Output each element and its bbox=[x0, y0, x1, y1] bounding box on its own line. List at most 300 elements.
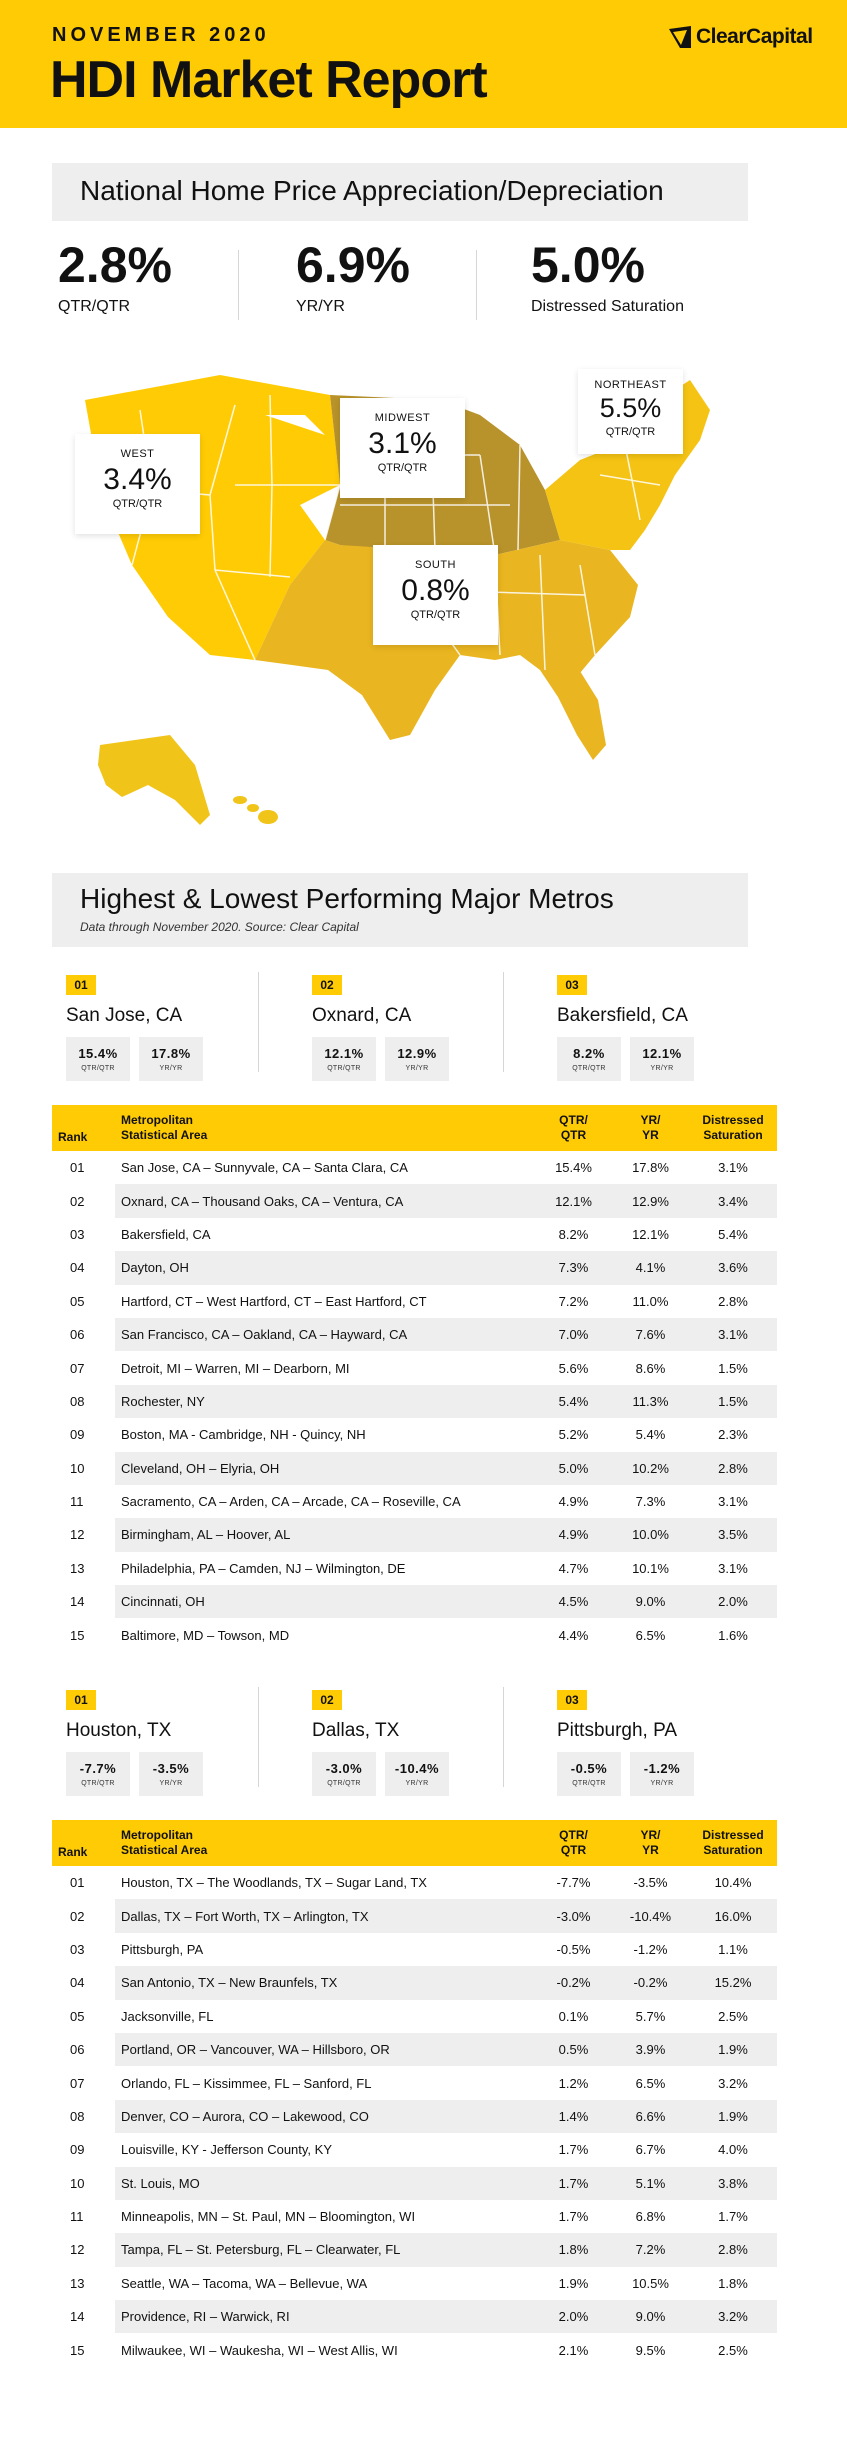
distressed-cell: 3.6% bbox=[689, 1251, 777, 1284]
card-city: Houston, TX bbox=[66, 1720, 172, 1741]
table-row bbox=[52, 2133, 777, 2166]
card-divider bbox=[258, 1687, 259, 1787]
metros-section-subtitle: Data through November 2020. Source: Clear Capital bbox=[80, 920, 359, 934]
msa-cell: Dallas, TX – Fort Worth, TX – Arlington, TX bbox=[115, 1899, 535, 1932]
stat-distressed-label: Distressed Saturation bbox=[531, 298, 684, 315]
table-header-row bbox=[52, 1105, 777, 1151]
msa-header-line: Statistical Area bbox=[121, 1843, 208, 1857]
distressed-header-line: Saturation bbox=[703, 1843, 763, 1857]
card-qtr-box bbox=[66, 1037, 130, 1081]
qtr-cell: 4.9% bbox=[558, 1494, 589, 1510]
rank-badge: 01 bbox=[66, 1690, 96, 1710]
rank-cell: 04 bbox=[70, 1260, 85, 1276]
rank-cell: 07 bbox=[70, 2075, 85, 2091]
msa-cell: Detroit, MI – Warren, MI – Dearborn, MI bbox=[121, 1360, 350, 1376]
yr-cell: 6.6% bbox=[612, 2100, 689, 2133]
stat-distressed-value: 5.0% bbox=[531, 237, 645, 293]
card-yr-label: YR/YR bbox=[650, 1780, 674, 1787]
card-qtr-box bbox=[557, 1752, 621, 1796]
yr-cell: 17.8% bbox=[632, 1160, 669, 1176]
yr-cell: 3.9% bbox=[612, 2033, 689, 2066]
rank-cell: 08 bbox=[70, 1393, 85, 1409]
yr-cell: 12.1% bbox=[632, 1226, 669, 1242]
card-qtr-value: -3.0% bbox=[325, 1761, 363, 1776]
distressed-cell: 1.5% bbox=[718, 1360, 748, 1376]
qtr-header bbox=[535, 1105, 612, 1151]
yr-cell: 11.0% bbox=[632, 1293, 669, 1309]
msa-cell: Hartford, CT – West Hartford, CT – East Hartford, CT bbox=[121, 1293, 427, 1309]
yr-cell: 7.2% bbox=[612, 2233, 689, 2266]
rank-badge: 01 bbox=[66, 975, 96, 995]
rank-cell: 08 bbox=[70, 2108, 85, 2124]
qtr-cell: 5.0% bbox=[535, 1452, 612, 1485]
qtr-cell: 4.4% bbox=[558, 1627, 589, 1643]
msa-cell: Houston, TX – The Woodlands, TX – Sugar Land, TX bbox=[121, 1875, 427, 1891]
top-metro-card bbox=[312, 975, 542, 1081]
card-yr-value: 12.9% bbox=[397, 1046, 437, 1061]
stat-divider bbox=[476, 250, 477, 320]
rank-cell: 12 bbox=[70, 1527, 85, 1543]
brand-mark-icon bbox=[668, 25, 692, 49]
rank-badge: 03 bbox=[557, 975, 587, 995]
table-row bbox=[52, 1899, 777, 1932]
region-value: 0.8% bbox=[401, 574, 470, 607]
rank-cell: 10 bbox=[70, 1460, 85, 1476]
report-header bbox=[0, 0, 847, 128]
distressed-cell: 2.0% bbox=[689, 1585, 777, 1618]
table-row bbox=[52, 1218, 777, 1251]
msa-cell: Philadelphia, PA – Camden, NJ – Wilmington, DE bbox=[121, 1560, 406, 1576]
rank-cell: 01 bbox=[70, 1160, 85, 1176]
yr-header-line: YR bbox=[642, 1843, 659, 1857]
msa-cell: Orlando, FL – Kissimmee, FL – Sanford, FL bbox=[121, 2075, 372, 2091]
yr-cell: 9.5% bbox=[635, 2342, 666, 2358]
card-qtr-box bbox=[557, 1037, 621, 1081]
region-value: 3.4% bbox=[103, 463, 172, 496]
rank-header: Rank bbox=[52, 1820, 115, 1866]
metros-section-title: Highest & Lowest Performing Major Metros bbox=[80, 883, 614, 914]
report-date: NOVEMBER 2020 bbox=[52, 24, 270, 46]
qtr-cell: 5.6% bbox=[558, 1360, 589, 1376]
table-row bbox=[52, 2000, 777, 2033]
qtr-cell: 7.0% bbox=[535, 1318, 612, 1351]
table-row bbox=[52, 1351, 777, 1384]
stat-qtr bbox=[58, 237, 172, 316]
msa-cell: Cleveland, OH – Elyria, OH bbox=[115, 1452, 535, 1485]
card-qtr-value: 15.4% bbox=[78, 1046, 118, 1061]
rank-cell: 09 bbox=[70, 1427, 85, 1443]
distressed-cell: 10.4% bbox=[714, 1875, 752, 1891]
rank-cell: 06 bbox=[70, 1327, 85, 1343]
table-row bbox=[52, 1318, 777, 1351]
distressed-cell: 2.8% bbox=[689, 2233, 777, 2266]
table-row bbox=[52, 1452, 777, 1485]
callout-midwest bbox=[340, 398, 465, 498]
msa-cell: Portland, OR – Vancouver, WA – Hillsboro, OR bbox=[115, 2033, 535, 2066]
qtr-cell: 7.2% bbox=[558, 1293, 589, 1309]
stat-divider bbox=[238, 250, 239, 320]
msa-header-line: Statistical Area bbox=[121, 1128, 208, 1142]
card-yr-box bbox=[385, 1752, 449, 1796]
msa-cell: San Jose, CA – Sunnyvale, CA – Santa Clara, CA bbox=[121, 1160, 408, 1176]
msa-cell: Boston, MA - Cambridge, NH - Quincy, NH bbox=[121, 1427, 366, 1443]
region-name: WEST bbox=[120, 448, 155, 460]
card-yr-label: YR/YR bbox=[405, 1065, 429, 1072]
yr-cell: 10.2% bbox=[612, 1452, 689, 1485]
table-row bbox=[52, 1933, 777, 1966]
table-row bbox=[52, 1485, 777, 1518]
qtr-cell: 0.5% bbox=[535, 2033, 612, 2066]
bottom-metro-card bbox=[312, 1690, 542, 1796]
msa-cell: Bakersfield, CA bbox=[121, 1226, 211, 1242]
yr-cell: 10.1% bbox=[632, 1560, 669, 1576]
brand-name: ClearCapital bbox=[696, 25, 813, 48]
table-row bbox=[52, 1585, 777, 1618]
msa-cell: Baltimore, MD – Towson, MD bbox=[121, 1627, 290, 1643]
rank-cell: 12 bbox=[70, 2242, 85, 2258]
florida-shape bbox=[520, 655, 606, 760]
qtr-cell: 1.4% bbox=[535, 2100, 612, 2133]
distressed-cell: 2.8% bbox=[689, 1452, 777, 1485]
distressed-cell: 3.2% bbox=[689, 2300, 777, 2333]
msa-cell: Rochester, NY bbox=[115, 1385, 535, 1418]
rank-cell: 05 bbox=[70, 2008, 85, 2024]
yr-cell: 9.0% bbox=[612, 2300, 689, 2333]
table-row bbox=[52, 2100, 777, 2133]
msa-cell: Birmingham, AL – Hoover, AL bbox=[115, 1518, 535, 1551]
rank-cell: 13 bbox=[70, 2275, 85, 2291]
distressed-cell: 2.5% bbox=[718, 2008, 748, 2024]
distressed-cell: 3.1% bbox=[689, 1318, 777, 1351]
highest-metros-table bbox=[52, 1105, 777, 1652]
table-row bbox=[52, 1866, 777, 1899]
distressed-cell: 16.0% bbox=[689, 1899, 777, 1932]
yr-cell: 4.1% bbox=[612, 1251, 689, 1284]
rank-cell: 03 bbox=[70, 1226, 85, 1242]
yr-header bbox=[612, 1820, 689, 1866]
top-metro-card bbox=[557, 975, 787, 1081]
table-header-row bbox=[52, 1820, 777, 1866]
qtr-cell: -7.7% bbox=[556, 1875, 591, 1891]
card-qtr-label: QTR/QTR bbox=[572, 1065, 606, 1072]
table-row bbox=[52, 1151, 777, 1184]
national-section-title: National Home Price Appreciation/Depreciation bbox=[80, 175, 664, 206]
card-divider bbox=[503, 972, 504, 1072]
rank-cell: 10 bbox=[70, 2175, 85, 2191]
stat-yr-value: 6.9% bbox=[296, 237, 410, 293]
table-row bbox=[52, 1552, 777, 1585]
card-city: Dallas, TX bbox=[312, 1720, 400, 1741]
yr-cell: 12.9% bbox=[612, 1184, 689, 1217]
rank-cell: 11 bbox=[70, 1494, 84, 1510]
stat-distressed bbox=[531, 237, 684, 316]
distressed-cell: 3.2% bbox=[718, 2075, 748, 2091]
region-unit: QTR/QTR bbox=[605, 425, 656, 438]
yr-cell: 6.7% bbox=[635, 2142, 666, 2158]
card-yr-label: YR/YR bbox=[405, 1780, 429, 1787]
hawaii-shape bbox=[258, 810, 278, 824]
qtr-cell: 1.9% bbox=[558, 2275, 589, 2291]
table-row bbox=[52, 2333, 777, 2366]
distressed-cell: 3.1% bbox=[718, 1494, 748, 1510]
rank-cell: 13 bbox=[70, 1560, 85, 1576]
yr-cell: 8.6% bbox=[635, 1360, 666, 1376]
card-qtr-value: 12.1% bbox=[324, 1046, 364, 1061]
msa-cell: Cincinnati, OH bbox=[115, 1585, 535, 1618]
region-unit: QTR/QTR bbox=[410, 609, 461, 621]
card-yr-label: YR/YR bbox=[159, 1780, 183, 1787]
rank-cell: 01 bbox=[70, 1875, 85, 1891]
yr-cell: 6.8% bbox=[635, 2209, 666, 2225]
distressed-header-line: Saturation bbox=[703, 1128, 763, 1142]
stat-qtr-label: QTR/QTR bbox=[58, 298, 130, 315]
distressed-cell: 2.3% bbox=[718, 1427, 748, 1443]
rank-cell: 11 bbox=[70, 2209, 84, 2225]
card-yr-label: YR/YR bbox=[159, 1065, 183, 1072]
table-row bbox=[52, 1518, 777, 1551]
qtr-header-line: QTR bbox=[560, 1128, 587, 1142]
card-qtr-box bbox=[312, 1037, 376, 1081]
top-metro-card bbox=[66, 975, 296, 1081]
card-qtr-value: 8.2% bbox=[573, 1046, 605, 1061]
msa-header-line: Metropolitan bbox=[121, 1828, 193, 1842]
yr-header-line: YR bbox=[642, 1128, 659, 1142]
qtr-cell: 1.7% bbox=[558, 2142, 589, 2158]
stat-yr-label: YR/YR bbox=[296, 298, 345, 315]
card-yr-box bbox=[630, 1037, 694, 1081]
rank-cell: 15 bbox=[70, 2342, 85, 2358]
table-row bbox=[52, 2300, 777, 2333]
yr-cell: -0.2% bbox=[612, 1966, 689, 1999]
msa-cell: St. Louis, MO bbox=[115, 2167, 535, 2200]
msa-cell: Seattle, WA – Tacoma, WA – Bellevue, WA bbox=[121, 2275, 368, 2291]
msa-cell: Tampa, FL – St. Petersburg, FL – Clearwater, FL bbox=[115, 2233, 535, 2266]
rank-cell: 07 bbox=[70, 1360, 85, 1376]
card-yr-value: 17.8% bbox=[151, 1046, 191, 1061]
rank-cell: 14 bbox=[70, 1594, 85, 1610]
rank-cell: 15 bbox=[70, 1627, 85, 1643]
card-divider bbox=[258, 972, 259, 1072]
distressed-cell: 5.4% bbox=[718, 1226, 748, 1242]
yr-cell: 10.5% bbox=[632, 2275, 669, 2291]
distressed-cell: 3.1% bbox=[718, 1160, 748, 1176]
table-row bbox=[52, 1418, 777, 1451]
metros-section-banner bbox=[52, 873, 748, 947]
distressed-cell: 1.9% bbox=[689, 2033, 777, 2066]
msa-cell: Denver, CO – Aurora, CO – Lakewood, CO bbox=[115, 2100, 535, 2133]
card-yr-box bbox=[385, 1037, 449, 1081]
yr-header-line: YR/ bbox=[640, 1113, 661, 1127]
hawaii-shape bbox=[233, 796, 247, 804]
qtr-cell: 4.5% bbox=[535, 1585, 612, 1618]
qtr-cell: 4.9% bbox=[535, 1518, 612, 1551]
card-yr-box bbox=[139, 1037, 203, 1081]
distressed-header-line: Distressed bbox=[702, 1113, 764, 1127]
qtr-cell: -0.2% bbox=[535, 1966, 612, 1999]
card-qtr-label: QTR/QTR bbox=[327, 1065, 361, 1072]
distressed-cell: 1.7% bbox=[718, 2209, 748, 2225]
card-qtr-box bbox=[66, 1752, 130, 1796]
region-name: NORTHEAST bbox=[594, 379, 667, 391]
distressed-cell: 1.1% bbox=[718, 1941, 748, 1957]
rank-badge: 02 bbox=[312, 1690, 342, 1710]
msa-cell: Pittsburgh, PA bbox=[121, 1941, 204, 1957]
distressed-header bbox=[689, 1105, 777, 1151]
rank-badge: 03 bbox=[557, 1690, 587, 1710]
lowest-metros-table bbox=[52, 1820, 777, 2367]
card-yr-box bbox=[139, 1752, 203, 1796]
card-city: San Jose, CA bbox=[66, 1005, 183, 1026]
yr-cell: 5.1% bbox=[612, 2167, 689, 2200]
qtr-header-line: QTR/ bbox=[559, 1113, 588, 1127]
region-unit: QTR/QTR bbox=[377, 462, 428, 474]
qtr-header-line: QTR/ bbox=[559, 1828, 588, 1842]
qtr-cell: 15.4% bbox=[555, 1160, 592, 1176]
table-row bbox=[52, 1285, 777, 1318]
yr-cell: 10.0% bbox=[612, 1518, 689, 1551]
yr-cell: 5.7% bbox=[635, 2008, 666, 2024]
yr-header-line: YR/ bbox=[640, 1828, 661, 1842]
qtr-cell: -3.0% bbox=[535, 1899, 612, 1932]
msa-cell: Milwaukee, WI – Waukesha, WI – West Allis, WI bbox=[121, 2342, 398, 2358]
qtr-cell: 4.7% bbox=[558, 1560, 589, 1576]
yr-cell: 6.5% bbox=[635, 1627, 666, 1643]
msa-cell: Minneapolis, MN – St. Paul, MN – Bloomington, WI bbox=[121, 2209, 416, 2225]
region-name: SOUTH bbox=[415, 559, 456, 571]
distressed-cell: 4.0% bbox=[718, 2142, 748, 2158]
card-yr-value: -10.4% bbox=[394, 1761, 440, 1776]
rank-cell: 09 bbox=[70, 2142, 85, 2158]
yr-cell: -10.4% bbox=[612, 1899, 689, 1932]
distressed-cell: 3.4% bbox=[689, 1184, 777, 1217]
rank-cell: 03 bbox=[70, 1941, 85, 1957]
msa-cell: Sacramento, CA – Arden, CA – Arcade, CA – Roseville, CA bbox=[121, 1494, 461, 1510]
distressed-cell: 1.6% bbox=[718, 1627, 748, 1643]
card-yr-value: -3.5% bbox=[152, 1761, 190, 1776]
qtr-cell: 2.0% bbox=[535, 2300, 612, 2333]
card-city: Bakersfield, CA bbox=[557, 1005, 688, 1026]
msa-header-line: Metropolitan bbox=[121, 1113, 193, 1127]
msa-cell: Jacksonville, FL bbox=[121, 2008, 214, 2024]
table-row bbox=[52, 1966, 777, 1999]
distressed-cell: 2.5% bbox=[718, 2342, 748, 2358]
msa-cell: Louisville, KY - Jefferson County, KY bbox=[121, 2142, 332, 2158]
distressed-cell: 3.5% bbox=[689, 1518, 777, 1551]
yr-cell: 7.6% bbox=[612, 1318, 689, 1351]
msa-cell: Dayton, OH bbox=[115, 1251, 535, 1284]
card-qtr-label: QTR/QTR bbox=[81, 1065, 115, 1072]
card-yr-label: YR/YR bbox=[650, 1065, 674, 1072]
yr-cell: 6.5% bbox=[635, 2075, 666, 2091]
msa-header bbox=[115, 1820, 535, 1866]
card-qtr-box bbox=[312, 1752, 376, 1796]
distressed-header bbox=[689, 1820, 777, 1866]
distressed-cell: 3.1% bbox=[718, 1560, 748, 1576]
card-qtr-label: QTR/QTR bbox=[81, 1780, 115, 1787]
card-qtr-value: -0.5% bbox=[570, 1761, 608, 1776]
card-city: Oxnard, CA bbox=[312, 1005, 412, 1026]
bottom-metro-card bbox=[66, 1690, 296, 1796]
brand-logo bbox=[668, 22, 813, 52]
rank-cell: 14 bbox=[70, 2309, 85, 2325]
rank-header: Rank bbox=[52, 1105, 115, 1151]
qtr-cell: 1.7% bbox=[535, 2167, 612, 2200]
callout-west bbox=[75, 434, 200, 534]
card-yr-value: 12.1% bbox=[642, 1046, 682, 1061]
qtr-cell: 12.1% bbox=[535, 1184, 612, 1217]
table-row bbox=[52, 2233, 777, 2266]
qtr-header-line: QTR bbox=[560, 1843, 587, 1857]
table-row bbox=[52, 2267, 777, 2300]
msa-header bbox=[115, 1105, 535, 1151]
yr-cell: -3.5% bbox=[633, 1875, 668, 1891]
stat-qtr-value: 2.8% bbox=[58, 237, 172, 293]
table-row bbox=[52, 2033, 777, 2066]
qtr-cell: 8.2% bbox=[558, 1226, 589, 1242]
msa-cell: San Francisco, CA – Oakland, CA – Hayward, CA bbox=[115, 1318, 535, 1351]
distressed-header-line: Distressed bbox=[702, 1828, 764, 1842]
yr-cell: 11.3% bbox=[612, 1385, 689, 1418]
qtr-cell: 1.8% bbox=[535, 2233, 612, 2266]
yr-cell: 9.0% bbox=[612, 1585, 689, 1618]
rank-cell: 04 bbox=[70, 1975, 85, 1991]
rank-cell: 05 bbox=[70, 1293, 85, 1309]
rank-cell: 02 bbox=[70, 1908, 85, 1924]
distressed-cell: 1.9% bbox=[689, 2100, 777, 2133]
rank-cell: 06 bbox=[70, 2042, 85, 2058]
distressed-cell: 15.2% bbox=[689, 1966, 777, 1999]
qtr-cell: 7.3% bbox=[535, 1251, 612, 1284]
table-row bbox=[52, 2200, 777, 2233]
table-row bbox=[52, 1618, 777, 1651]
qtr-cell: 5.2% bbox=[558, 1427, 589, 1443]
distressed-cell: 1.8% bbox=[718, 2275, 748, 2291]
qtr-cell: 0.1% bbox=[558, 2008, 589, 2024]
region-name: MIDWEST bbox=[374, 412, 431, 424]
card-yr-value: -1.2% bbox=[643, 1761, 681, 1776]
region-unit: QTR/QTR bbox=[112, 498, 163, 510]
stat-yr bbox=[296, 237, 410, 316]
card-city: Pittsburgh, PA bbox=[557, 1720, 678, 1741]
rank-cell: 02 bbox=[70, 1193, 85, 1209]
card-qtr-label: QTR/QTR bbox=[572, 1780, 606, 1787]
region-value: 3.1% bbox=[368, 427, 437, 460]
yr-header bbox=[612, 1105, 689, 1151]
qtr-cell: 1.7% bbox=[558, 2209, 589, 2225]
distressed-cell: 3.8% bbox=[689, 2167, 777, 2200]
yr-cell: 7.3% bbox=[635, 1494, 666, 1510]
qtr-header bbox=[535, 1820, 612, 1866]
msa-cell: San Antonio, TX – New Braunfels, TX bbox=[115, 1966, 535, 1999]
table-row bbox=[52, 1184, 777, 1217]
msa-cell: Providence, RI – Warwick, RI bbox=[115, 2300, 535, 2333]
hawaii-shape bbox=[247, 804, 259, 812]
card-divider bbox=[503, 1687, 504, 1787]
yr-cell: 5.4% bbox=[635, 1427, 666, 1443]
alaska-shape bbox=[98, 735, 210, 825]
region-value: 5.5% bbox=[599, 393, 662, 423]
table-row bbox=[52, 1251, 777, 1284]
distressed-cell: 1.5% bbox=[689, 1385, 777, 1418]
distressed-cell: 2.8% bbox=[718, 1293, 748, 1309]
report-title: HDI Market Report bbox=[50, 51, 487, 109]
qtr-cell: -0.5% bbox=[556, 1941, 591, 1957]
table-row bbox=[52, 2167, 777, 2200]
table-row bbox=[52, 1385, 777, 1418]
card-yr-box bbox=[630, 1752, 694, 1796]
callout-northeast bbox=[578, 369, 683, 454]
national-section-banner bbox=[52, 163, 748, 221]
